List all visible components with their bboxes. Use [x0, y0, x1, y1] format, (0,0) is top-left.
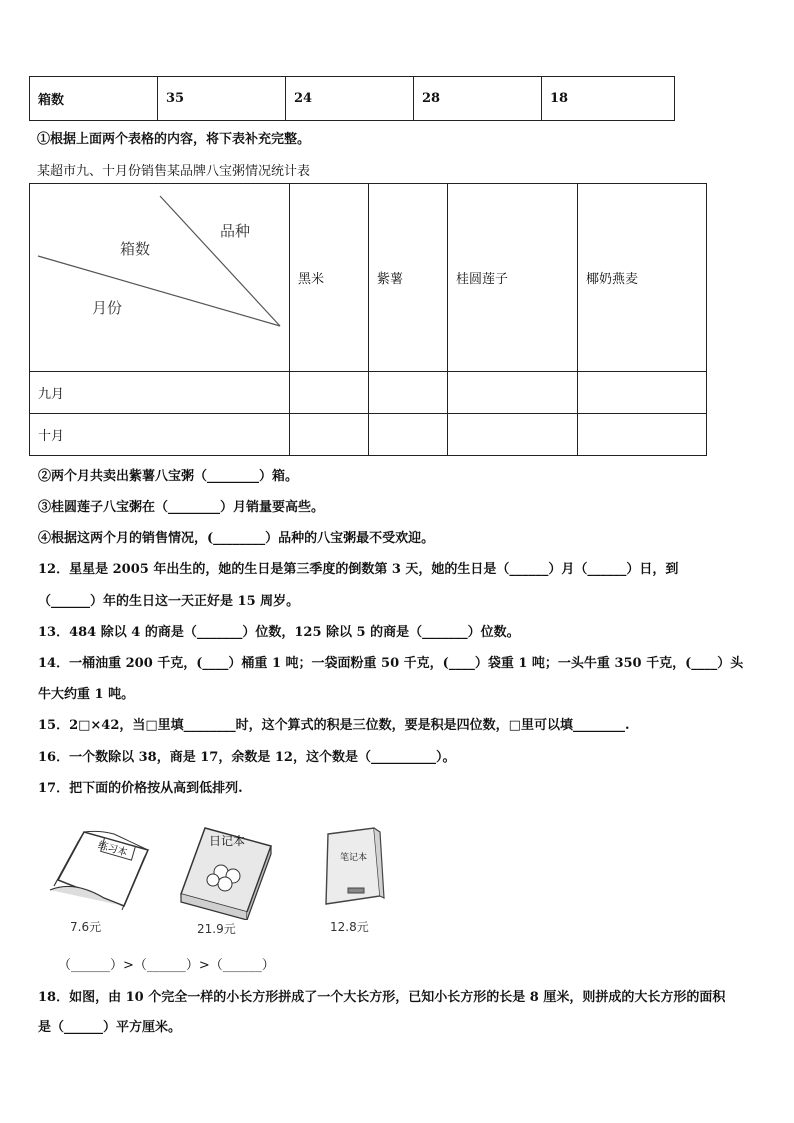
- problem-14-line2: 牛大约重 1 吨。: [38, 687, 135, 702]
- table-cell-blank[interactable]: [290, 372, 369, 414]
- top-table-cell: 28: [414, 77, 542, 121]
- column-header: 椰奶燕麦: [578, 184, 707, 372]
- problem-18-line1: 18．如图，由 10 个完全一样的小长方形拼成了一个大长方形，已知小长方形的长是 8 厘米，则拼成的大长方形的面积: [38, 990, 726, 1005]
- column-header: 紫薯: [369, 184, 448, 372]
- table-cell-blank[interactable]: [578, 414, 707, 456]
- stat-table: [29, 183, 707, 456]
- table-cell-blank[interactable]: [448, 414, 578, 456]
- stat-table-title: 某超市九、十月份销售某品牌八宝粥情况统计表: [37, 164, 311, 179]
- column-header: 黑米: [290, 184, 369, 372]
- top-table: [29, 76, 675, 121]
- problem-14-line1: 14．一桶油重 200 千克，(____）桶重 1 吨；一袋面粉重 50 千克，(____）袋重 1 吨；一头牛重 350 千克，(____）头: [38, 656, 744, 671]
- problem-12-line1: 12．星星是 2005 年出生的，她的生日是第三季度的倒数第 3 天，她的生日是（______）月（______）日，到: [38, 562, 679, 577]
- problem-15: 15．2□×42，当□里填________时，这个算式的积是三位数，要是积是四位数，□里可以填________.: [38, 718, 630, 733]
- book-price: 7.6元: [70, 920, 102, 934]
- problem-16: 16．一个数除以 38，商是 17，余数是 12，这个数是（__________）。: [38, 750, 456, 765]
- sub-question-4: ④根据这两个月的销售情况，(________）品种的八宝粥最不受欢迎。: [38, 531, 435, 546]
- top-table-cell: 35: [158, 77, 286, 121]
- notebook-icon: [318, 826, 388, 908]
- price-ordering: （______）>（______）>（______）: [58, 958, 275, 973]
- diagonal-header-cell: [30, 184, 290, 372]
- header-month-label: 月份: [92, 299, 123, 317]
- book-title: 练习本: [96, 840, 129, 859]
- problem-13: 13．484 除以 4 的商是（_______）位数，125 除以 5 的商是（_______）位数。: [38, 625, 520, 640]
- book-price: 21.9元: [197, 922, 236, 936]
- top-table-cell: 24: [286, 77, 414, 121]
- book-title: 笔记本: [340, 853, 368, 863]
- row-header: 十月: [30, 414, 290, 456]
- header-variety-label: 品种: [220, 222, 251, 240]
- exercise-book-icon: [44, 820, 154, 915]
- table-cell-blank[interactable]: [369, 372, 448, 414]
- book-price: 12.8元: [330, 920, 369, 934]
- q1-instruction: ①根据上面两个表格的内容，将下表补充完整。: [37, 132, 311, 147]
- problem-18-line2: 是（______）平方厘米。: [38, 1020, 182, 1035]
- header-boxes-label: 箱数: [120, 240, 151, 258]
- problem-12-line2: （______）年的生日这一天正好是 15 周岁。: [38, 594, 300, 609]
- table-cell-blank[interactable]: [448, 372, 578, 414]
- table-cell-blank[interactable]: [578, 372, 707, 414]
- column-header: 桂圆莲子: [448, 184, 578, 372]
- problem-17: 17．把下面的价格按从高到低排列.: [38, 781, 243, 796]
- exercise-book-illustration: [44, 820, 154, 915]
- row-header: 九月: [30, 372, 290, 414]
- top-table-cell: 18: [542, 77, 675, 121]
- table-cell-blank[interactable]: [369, 414, 448, 456]
- top-table-label: 箱数: [30, 77, 158, 121]
- sub-question-3: ③桂圆莲子八宝粥在（________）月销量要高些。: [38, 500, 325, 515]
- book-title: 日记本: [209, 834, 246, 848]
- diary-illustration: [175, 822, 275, 920]
- diagonal-lines: [30, 184, 289, 372]
- table-cell-blank[interactable]: [290, 414, 369, 456]
- notebook-illustration: [318, 826, 388, 908]
- sub-question-2: ②两个月共卖出紫薯八宝粥（________）箱。: [38, 469, 299, 484]
